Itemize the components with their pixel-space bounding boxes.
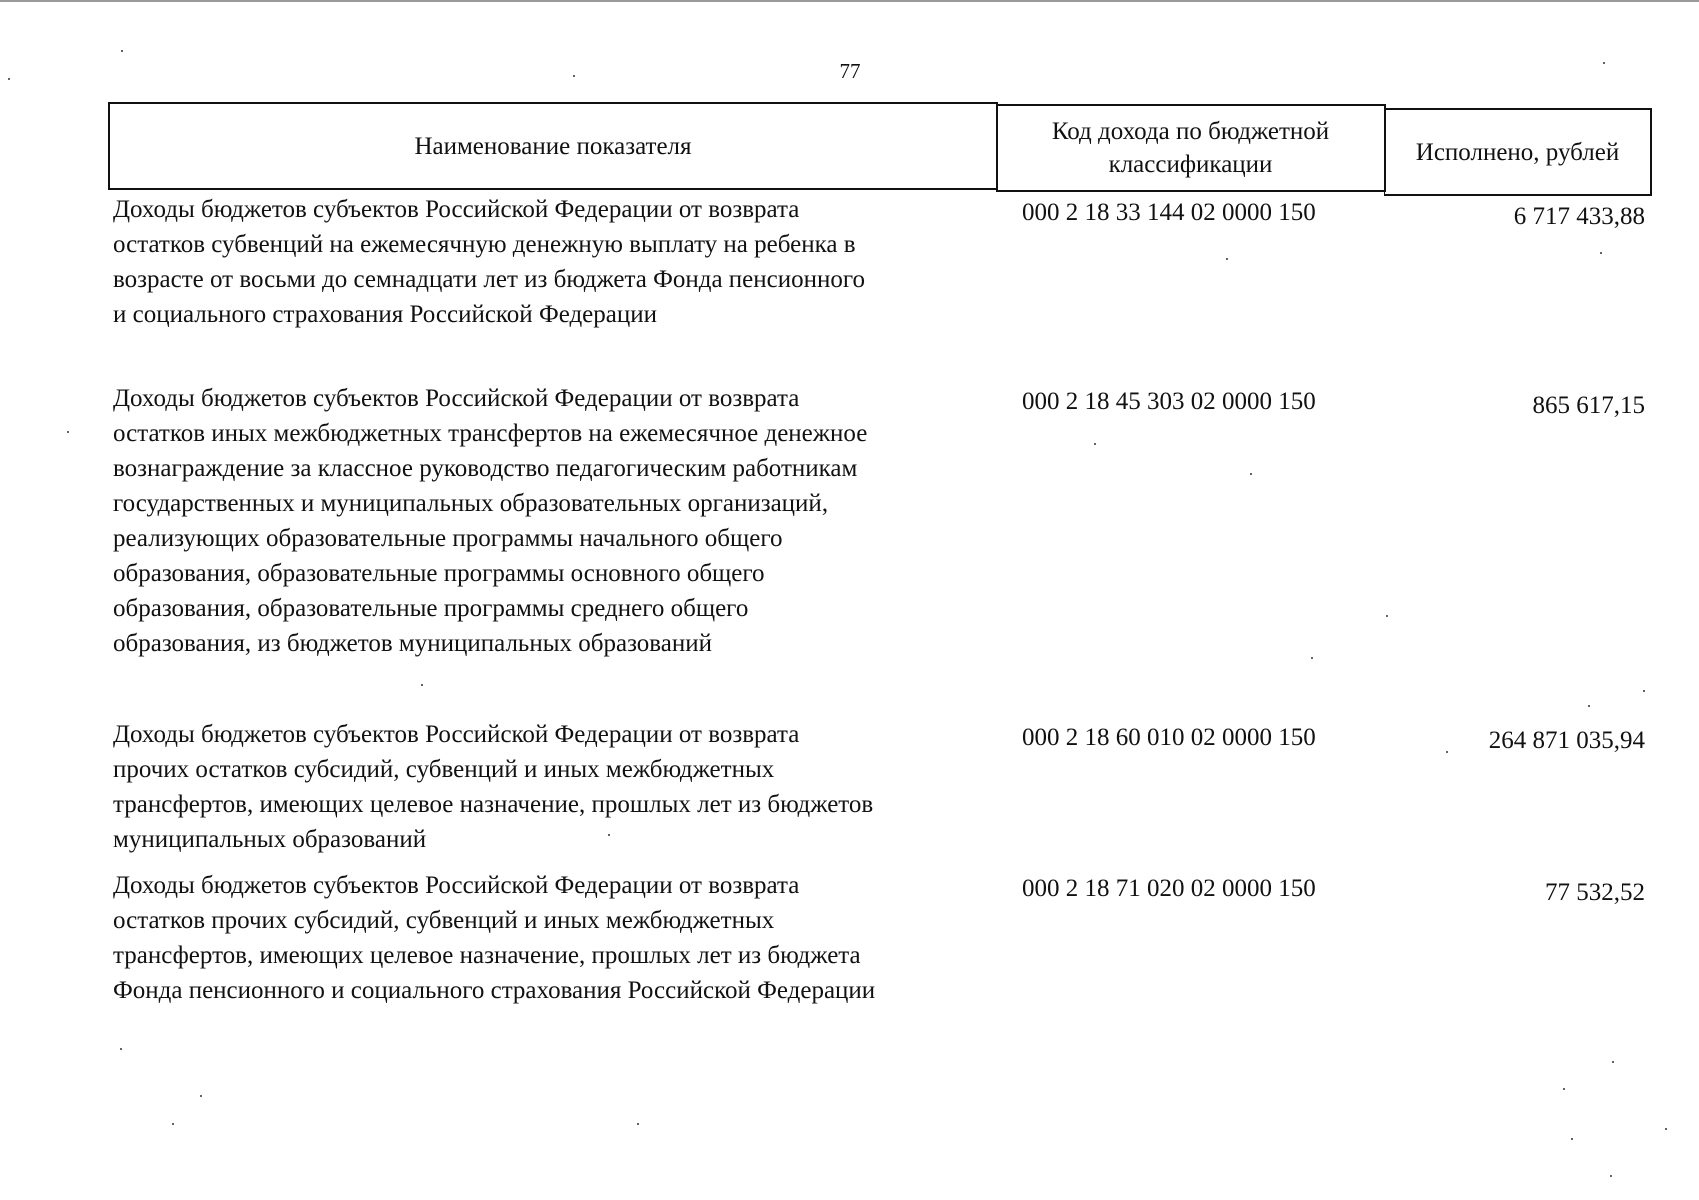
indicator-name-line: образования, образовательные программы основного общего: [113, 560, 765, 587]
scan-speck: [1600, 252, 1602, 254]
indicator-name-line: Доходы бюджетов субъектов Российской Федерации от возврата: [113, 196, 800, 223]
scan-speck: [200, 1095, 202, 1097]
table-row-3-income-code: 000 2 18 60 010 02 0000 150: [1022, 724, 1316, 751]
page-number: 77: [839, 59, 861, 83]
scan-speck: [121, 50, 123, 52]
table-row-1-indicator-name: [113, 192, 993, 332]
indicator-name-line: Доходы бюджетов субъектов Российской Федерации от возврата: [113, 385, 800, 412]
column-header-indicator-name-text: Наименование показателя: [414, 132, 692, 160]
scan-speck: [1250, 473, 1252, 475]
scan-speck: [1446, 751, 1448, 753]
indicator-name-line: трансфертов, имеющих целевое назначение, прошлых лет из бюджета: [113, 942, 861, 969]
scan-speck: [1612, 1061, 1614, 1063]
indicator-name-line: вознаграждение за классное руководство педагогическим работникам: [113, 455, 858, 482]
scan-speck: [637, 1123, 639, 1125]
table-row-4-executed-amount: 77 532,52: [1545, 879, 1645, 906]
scan-speck: [1588, 705, 1590, 707]
scan-speck: [67, 431, 69, 433]
scan-speck: [1610, 1175, 1612, 1177]
scan-speck: [1226, 258, 1228, 260]
scan-speck: [1563, 1088, 1565, 1090]
scan-speck: [1571, 1138, 1573, 1140]
indicator-name-line: и социального страхования Российской Федерации: [113, 301, 658, 328]
column-header-executed-amount: [1384, 108, 1652, 196]
table-row-2-indicator-name: [113, 381, 993, 661]
table-row-2-executed-amount: 865 617,15: [1532, 392, 1645, 419]
table-row-3-executed-amount: 264 871 035,94: [1488, 727, 1645, 754]
scan-speck: [120, 1048, 122, 1050]
column-header-income-code-line: Код дохода по бюджетной: [1051, 118, 1330, 145]
scan-top-edge: [0, 0, 1699, 2]
scan-speck: [421, 684, 423, 686]
column-header-executed-amount-text: Исполнено, рублей: [1415, 138, 1620, 166]
indicator-name-line: трансфертов, имеющих целевое назначение, прошлых лет из бюджетов: [113, 791, 874, 818]
indicator-name-line: остатков прочих субсидий, субвенций и иных межбюджетных: [113, 907, 775, 934]
scan-speck: [1094, 443, 1096, 445]
indicator-name-line: муниципальных образований: [113, 826, 427, 853]
table-row-1-executed-amount: 6 717 433,88: [1513, 203, 1645, 230]
indicator-name-line: образования, образовательные программы среднего общего: [113, 595, 749, 622]
scan-speck: [8, 78, 10, 80]
indicator-name-line: государственных и муниципальных образовательных организаций,: [113, 490, 829, 517]
scan-speck: [573, 75, 575, 77]
scan-speck: [1386, 615, 1388, 617]
indicator-name-line: образования, из бюджетов муниципальных образований: [113, 630, 712, 657]
scan-speck: [1311, 657, 1313, 659]
indicator-name-line: возрасте от восьми до семнадцати лет из бюджета Фонда пенсионного: [113, 266, 866, 293]
indicator-name-line: Доходы бюджетов субъектов Российской Федерации от возврата: [113, 872, 800, 899]
column-header-income-code-line: классификации: [1108, 151, 1273, 178]
indicator-name-line: остатков субвенций на ежемесячную денежную выплату на ребенка в: [113, 231, 856, 258]
scan-speck: [1603, 62, 1605, 64]
indicator-name-line: Фонда пенсионного и социального страхования Российской Федерации: [113, 977, 876, 1004]
table-row-4-indicator-name: [113, 868, 993, 1008]
column-header-income-code: [996, 104, 1386, 192]
indicator-name-line: реализующих образовательные программы начального общего: [113, 525, 783, 552]
table-row-1-income-code: 000 2 18 33 144 02 0000 150: [1022, 199, 1316, 226]
indicator-name-line: прочих остатков субсидий, субвенций и иных межбюджетных: [113, 756, 775, 783]
column-header-income-code-text: [1052, 115, 1329, 181]
scan-speck: [172, 1123, 174, 1125]
table-row-2-income-code: 000 2 18 45 303 02 0000 150: [1022, 388, 1316, 415]
indicator-name-line: Доходы бюджетов субъектов Российской Федерации от возврата: [113, 721, 800, 748]
column-header-indicator-name: [108, 102, 998, 190]
scan-speck: [1643, 690, 1645, 692]
indicator-name-line: остатков иных межбюджетных трансфертов на ежемесячное денежное: [113, 420, 868, 447]
table-row-4-income-code: 000 2 18 71 020 02 0000 150: [1022, 875, 1316, 902]
table-row-3-indicator-name: [113, 717, 993, 857]
scan-speck: [608, 834, 610, 836]
scan-speck: [1665, 1128, 1667, 1130]
